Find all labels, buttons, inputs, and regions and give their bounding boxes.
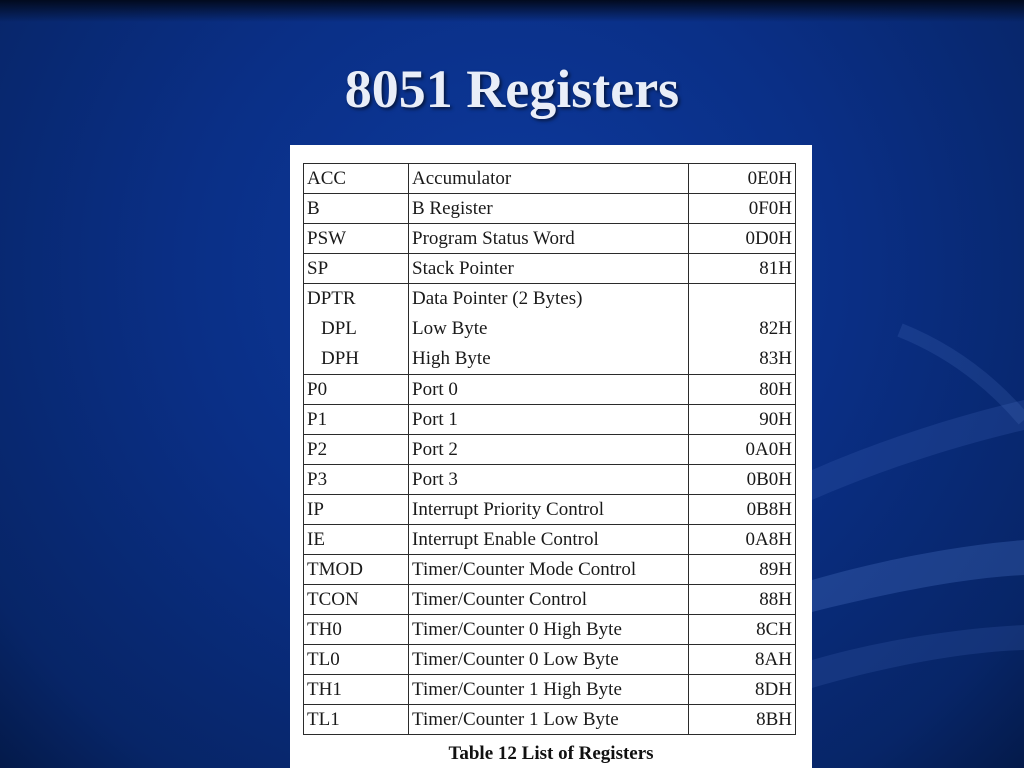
register-desc: Port 3	[409, 465, 689, 495]
register-desc-cell	[409, 284, 689, 375]
register-addr-cell	[689, 284, 796, 375]
sub-register-code: DPH	[321, 348, 360, 369]
register-desc: Timer/Counter Control	[409, 585, 689, 615]
register-addr: 0B0H	[689, 465, 796, 495]
table-row	[304, 585, 796, 615]
sub-register-code: DPL	[321, 318, 357, 339]
table-row	[304, 495, 796, 525]
register-desc: Timer/Counter 1 High Byte	[409, 675, 689, 705]
register-desc: Data Pointer (2 Bytes)	[412, 288, 583, 309]
table-row	[304, 465, 796, 495]
register-addr: 0E0H	[689, 164, 796, 194]
register-code-cell	[304, 284, 409, 375]
register-code: TL0	[304, 645, 409, 675]
register-desc: Program Status Word	[409, 224, 689, 254]
register-desc: Port 0	[409, 375, 689, 405]
register-code: DPTR	[307, 288, 356, 309]
register-desc: Stack Pointer	[409, 254, 689, 284]
register-addr: 90H	[689, 405, 796, 435]
register-code: SP	[304, 254, 409, 284]
register-addr: 0A0H	[689, 435, 796, 465]
table-row	[304, 375, 796, 405]
table-row	[304, 555, 796, 585]
register-code: P3	[304, 465, 409, 495]
register-code: IP	[304, 495, 409, 525]
sub-register-desc: High Byte	[412, 348, 491, 369]
table-row	[304, 435, 796, 465]
register-addr: 80H	[689, 375, 796, 405]
register-code: IE	[304, 525, 409, 555]
table-row	[304, 615, 796, 645]
register-addr: 8BH	[689, 705, 796, 735]
register-code: TH1	[304, 675, 409, 705]
register-code: TL1	[304, 705, 409, 735]
register-desc: Port 2	[409, 435, 689, 465]
register-addr: 0D0H	[689, 224, 796, 254]
register-code: PSW	[304, 224, 409, 254]
register-table-sheet	[290, 145, 812, 768]
register-code: P1	[304, 405, 409, 435]
table-row	[304, 405, 796, 435]
register-desc: Accumulator	[409, 164, 689, 194]
table-row	[304, 194, 796, 224]
register-addr: 88H	[689, 585, 796, 615]
register-desc: B Register	[409, 194, 689, 224]
table-row	[304, 525, 796, 555]
table-row	[304, 284, 796, 375]
sub-register-addr: 82H	[759, 318, 792, 339]
register-addr	[692, 284, 792, 314]
register-code: P2	[304, 435, 409, 465]
register-addr: 81H	[689, 254, 796, 284]
register-addr: 0A8H	[689, 525, 796, 555]
register-addr: 89H	[689, 555, 796, 585]
table-row	[304, 254, 796, 284]
sub-register-desc: Low Byte	[412, 318, 488, 339]
table-row	[304, 164, 796, 194]
register-code: TH0	[304, 615, 409, 645]
register-code: TCON	[304, 585, 409, 615]
table-row	[304, 224, 796, 254]
register-addr: 0F0H	[689, 194, 796, 224]
register-desc: Timer/Counter 0 High Byte	[409, 615, 689, 645]
register-code: ACC	[304, 164, 409, 194]
register-code: B	[304, 194, 409, 224]
register-addr: 0B8H	[689, 495, 796, 525]
table-row	[304, 645, 796, 675]
register-code: TMOD	[304, 555, 409, 585]
table-row	[304, 675, 796, 705]
register-code: P0	[304, 375, 409, 405]
slide-title: 8051 Registers	[344, 59, 680, 119]
register-desc: Port 1	[409, 405, 689, 435]
register-addr: 8CH	[689, 615, 796, 645]
register-addr: 8DH	[689, 675, 796, 705]
register-desc: Interrupt Priority Control	[409, 495, 689, 525]
register-table	[303, 163, 796, 735]
table-caption: Table 12 List of Registers	[448, 743, 654, 764]
sub-register-addr: 83H	[759, 348, 792, 369]
register-desc: Timer/Counter 0 Low Byte	[409, 645, 689, 675]
register-addr: 8AH	[689, 645, 796, 675]
register-desc: Timer/Counter 1 Low Byte	[409, 705, 689, 735]
table-row	[304, 705, 796, 735]
register-desc: Timer/Counter Mode Control	[409, 555, 689, 585]
register-desc: Interrupt Enable Control	[409, 525, 689, 555]
